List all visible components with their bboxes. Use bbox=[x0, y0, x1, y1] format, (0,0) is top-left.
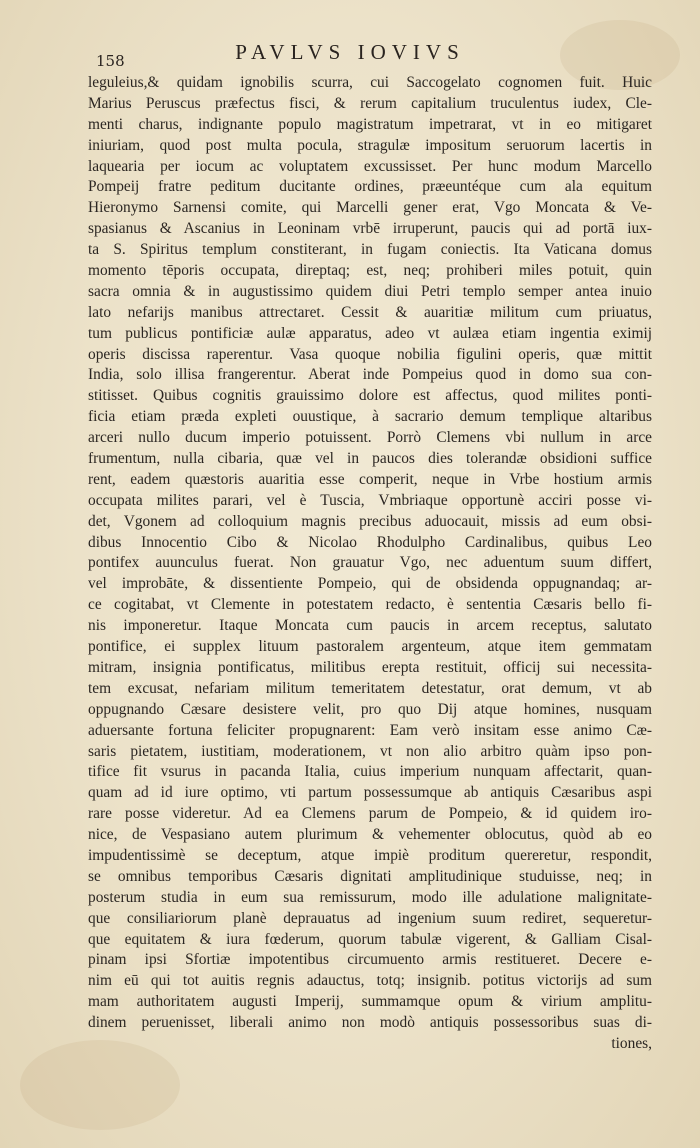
text-line: nice, de Vespasiano autem plurimum & vehementer oblocutus, quòd ab eo bbox=[88, 826, 652, 844]
text-line: mam authoritatem augusti Imperij, summamque opum & virium amplitu- bbox=[88, 993, 652, 1011]
text-line: tifice fit vsurus in pacanda Italia, cuius imperium nunquam affectarit, quan- bbox=[88, 763, 652, 781]
text-line: leguleius,& quidam ignobilis scurra, cui Saccogelato cognomen fuit. Huic bbox=[88, 74, 652, 91]
text-line: saris pietatem, iustitiam, moderationem, vt non alio arbitro quàm ipso pon- bbox=[88, 742, 652, 760]
text-line: que equitatem & iura fœderum, quorum tabulæ vigerent, & Galliam Cisal- bbox=[88, 930, 652, 948]
text-line: arceri nullo ducum imperio potuissent. Porrò Clemens vbi nullum in arce bbox=[88, 429, 652, 447]
text-line: tiones, bbox=[611, 1034, 652, 1052]
text-line: sacra omnia & in augustissimo quidem diui Petri templo semper antea inuio bbox=[88, 282, 652, 300]
text-line: det, Vgonem ad colloquium magnis precibus aduocauit, missis ad eum obsi- bbox=[88, 512, 652, 530]
text-line: nim eū qui tot auitis regnis adauctus, totq; insignib. potitus victorijs ad sum bbox=[88, 972, 652, 990]
text-line: frumentum, nulla cibaria, quæ vel in paucos dies tolerandæ obsidioni suffice bbox=[88, 450, 652, 468]
text-line: Pompeij fratre peditum ducitante ordines, præeuntéque cum ala equitum bbox=[88, 178, 652, 196]
running-head: PAVLVS IOVIVS bbox=[235, 40, 465, 64]
text-line: momento tēporis occupata, direptaq; est, neq; prohiberi miles potuit, quin bbox=[88, 262, 652, 280]
text-line: spasianus & Ascanius in Leoninam vrbē irruperunt, paucis qui ad portā iux- bbox=[88, 220, 652, 238]
text-line: quam ad id iure optimo, vti partum possessumque ab antiquis Cæsaribus aspi bbox=[88, 784, 652, 802]
text-line: operis discissa raperentur. Vasa quoque nobilia figulini operis, quæ mittit bbox=[88, 345, 652, 363]
text-line: tem excusat, nefariam militum temeritatem detestatur, orat demum, vt ab bbox=[88, 679, 652, 697]
page-number: 158 bbox=[96, 52, 125, 70]
text-line: aduersante fortuna feliciter propugnarent: Eam verò insitam esse animo Cæ- bbox=[88, 721, 652, 739]
text-line: ce cogitabat, vt Clemente in potestatem redacto, è sententia Cæsaris bello fi- bbox=[88, 596, 652, 614]
text-line: dibus Innocentio Cibo & Nicolao Rhodulpho Cardinalibus, quibus Leo bbox=[88, 533, 652, 551]
text-line: rare posse videretur. Ad ea Clemens parum de Pompeio, & id quidem iro- bbox=[88, 805, 652, 823]
text-line: laquearia per iocum ac voluptatem excussisset. Per hunc modum Marcello bbox=[88, 157, 652, 175]
text-line: posterum studia in eum sua remissurum, modo ille adulatione malignitate- bbox=[88, 888, 652, 906]
text-line: rent, eadem quæstoris auaritia esse comperit, neque in Vrbe hostium armis bbox=[88, 470, 652, 488]
text-line: tum publicus pontificiæ aulæ apparatus, adeo vt aulæa etiam ingentia eximij bbox=[88, 324, 652, 342]
text-line: India, solo illisa frangerentur. Aberat inde Pompeius quod in domo sua con- bbox=[88, 366, 652, 384]
text-line: pontifice, ei supplex lituum pastoralem argenteum, atque item gemmatam bbox=[88, 638, 652, 656]
text-line: vel improbāte, & dissentiente Pompeio, qui de obsidenda oppugnandaq; ar- bbox=[88, 575, 652, 593]
text-line: pontifex auunculus fuerat. Non grauatur Vgo, nec aduentum suum differt, bbox=[88, 554, 652, 572]
text-line: pinam ipsi Sfortiæ impotentibus circumuento armis restitueret. Decere e- bbox=[88, 951, 652, 969]
text-line: occupata milites parari, vel è Tuscia, Vmbriaque opportunè acciri posse vi- bbox=[88, 491, 652, 509]
text-line: ficia etiam præda expleti ouustique, à sacrario demum templique altaribus bbox=[88, 408, 652, 426]
text-line: Marius Peruscus præfectus fisci, & rerum capitalium truculentus iudex, Cle- bbox=[88, 94, 652, 112]
text-line: stitisset. Quibus cognitis grauissimo dolore est affectus, quod milites ponti- bbox=[88, 387, 652, 405]
text-line: lato nefarijs manibus attrectaret. Cessit & auaritiæ militum cum priuatus, bbox=[88, 303, 652, 321]
text-line: iniuriam, quod post multa pocula, stragulæ impositum seruorum lacertis in bbox=[88, 136, 652, 154]
text-line: nis imponeretur. Itaque Moncata cum paucis in arcem receptus, salutato bbox=[88, 617, 652, 635]
text-line: impudentissimè se deceptum, atque impiè proditum quereretur, respondit, bbox=[88, 846, 652, 864]
text-line: Hieronymo Sarnensi comite, qui Marcelli gener erat, Vgo Moncata & Ve- bbox=[88, 199, 652, 217]
text-line: mitram, insignia pontificatus, militibus erepta restituit, officij sui necessita- bbox=[88, 658, 652, 676]
text-line: menti charus, indignante populo magistratum impetrarat, vt in eo mitigaret bbox=[88, 115, 652, 133]
text-line: que consiliariorum planè deprauatus ad ingenium suum rediret, sequeretur- bbox=[88, 909, 652, 927]
text-line: se omnibus temporibus Cæsaris dignitati amplitudinique studuisse, neq; in bbox=[88, 867, 652, 885]
text-line: dinem peruenisset, liberali animo non modò antiquis possessoribus suas di- bbox=[88, 1014, 652, 1032]
body-text bbox=[88, 73, 652, 1055]
text-line: oppugnando Cæsare desistere velit, pro quo Dij atque homines, nusquam bbox=[88, 700, 652, 718]
text-line: ta S. Spiritus templum constiterant, in fugam coniectis. Ita Vaticana domus bbox=[88, 241, 652, 259]
